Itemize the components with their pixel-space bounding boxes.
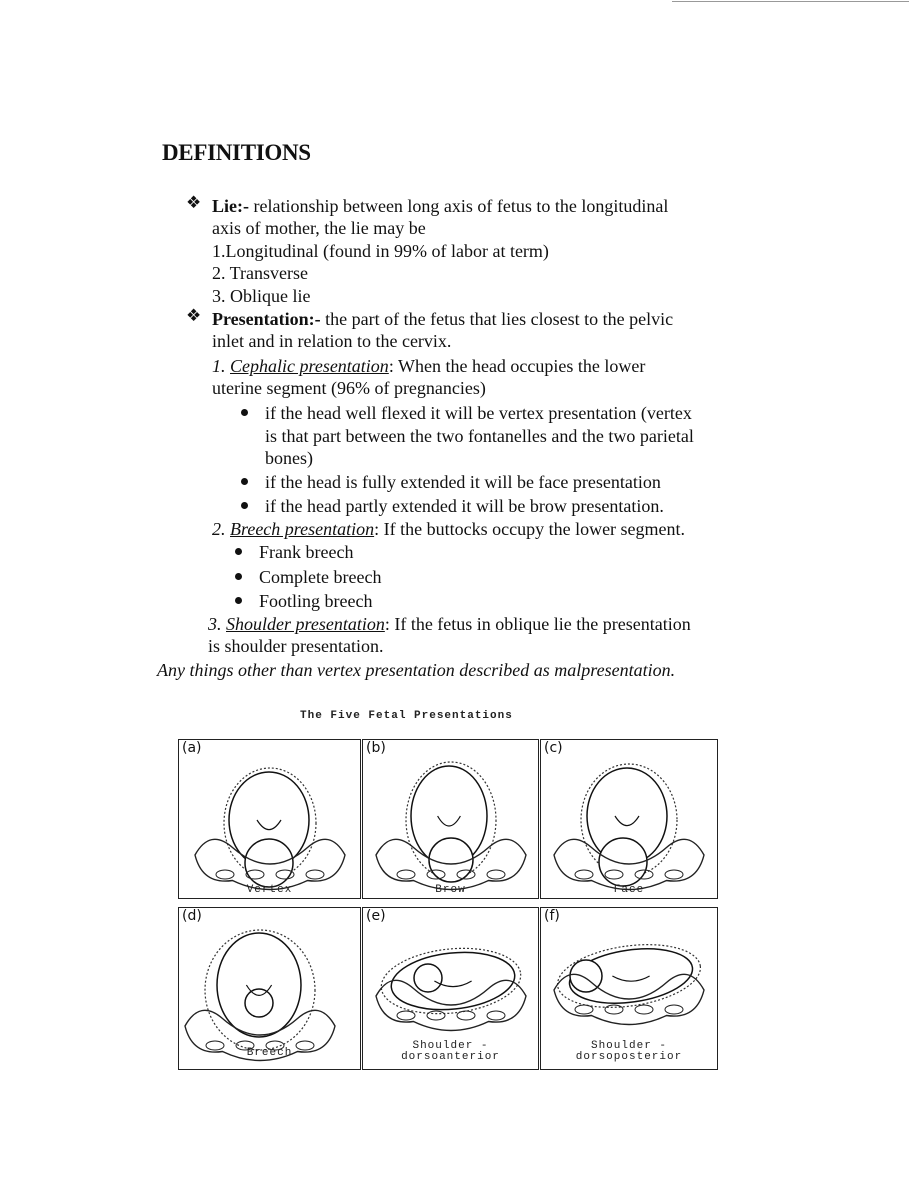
malpresentation-note: Any things other than vertex presentation described as malpresentation.	[157, 660, 676, 680]
breech-item: Complete breech	[259, 567, 382, 587]
panel-letter: (a)	[182, 740, 202, 756]
page-title: DEFINITIONS	[162, 140, 311, 165]
cephalic-label: Cephalic presentation	[230, 356, 389, 376]
shoulder-line-2: is shoulder presentation.	[208, 636, 384, 656]
shoulder-label: Shoulder presentation	[226, 614, 385, 634]
lie-item: 3. Oblique lie	[212, 286, 311, 306]
presentation-def-2: inlet and in relation to the cervix.	[212, 331, 452, 351]
breech-item: Frank breech	[259, 542, 354, 562]
presentation-panel	[540, 907, 718, 1070]
presentation-illustration	[179, 908, 360, 1069]
shoulder-line: 3. Shoulder presentation: If the fetus in oblique lie the presentation	[208, 614, 691, 634]
scan-edge-line	[672, 1, 909, 2]
breech-item: Footling breech	[259, 591, 373, 611]
presentation-panel	[178, 907, 361, 1070]
presentation-term: Presentation:-	[212, 309, 321, 329]
bullet-dot-icon	[241, 478, 248, 485]
cephalic-bullet: if the head well flexed it will be vertex presentation (vertex	[265, 403, 692, 423]
breech-label: Breech presentation	[230, 519, 375, 539]
lie-term: Lie:-	[212, 196, 249, 216]
presentation-definition-line	[212, 308, 673, 330]
breech-line: 2. Breech presentation: If the buttocks occupy the lower segment.	[212, 519, 686, 539]
presentation-panel	[178, 739, 361, 899]
panel-letter: (f)	[544, 908, 560, 924]
cephalic-line: 1. Cephalic presentation: When the head occupies the lower	[212, 356, 646, 376]
presentation-illustration	[179, 740, 360, 898]
lie-def-1: relationship between long axis of fetus to the longitudinal	[253, 196, 669, 216]
pelvis-drawing	[376, 980, 526, 1030]
bullet-dot-icon	[235, 548, 242, 555]
panel-letter: (d)	[182, 908, 202, 924]
panel-caption: Shoulder - dorsoanterior	[401, 1040, 500, 1063]
cephalic-bullet-cont: is that part between the two fontanelles and the two parietal	[265, 426, 694, 446]
presentation-panel	[362, 739, 539, 899]
lie-item: 1.Longitudinal (found in 99% of labor at term)	[212, 241, 549, 261]
panel-caption: Face	[613, 884, 645, 896]
cephalic-bullet-cont: bones)	[265, 448, 313, 468]
bullet-dot-icon	[241, 409, 248, 416]
diamond-bullet-icon: ❖	[186, 306, 202, 325]
panel-caption: Shoulder - dorsoposterior	[575, 1040, 683, 1063]
figure-title: The Five Fetal Presentations	[300, 710, 513, 722]
presentation-def-1: the part of the fetus that lies closest to the pelvic	[325, 309, 674, 329]
bullet-dot-icon	[241, 502, 248, 509]
panel-caption: Vertex	[246, 884, 293, 896]
presentation-illustration	[541, 740, 717, 898]
presentation-illustration	[363, 740, 538, 898]
lie-item: 2. Transverse	[212, 263, 309, 283]
panel-caption: Breech	[246, 1047, 293, 1059]
panel-letter: (b)	[366, 740, 386, 756]
panel-caption: Brow	[435, 884, 466, 896]
cephalic-bullet: if the head partly extended it will be brow presentation.	[265, 496, 664, 516]
presentation-panel	[362, 907, 539, 1070]
fetus-drawing	[587, 768, 667, 886]
fetus-drawing	[217, 933, 301, 1037]
diamond-bullet-icon: ❖	[186, 193, 202, 212]
panel-letter: (c)	[544, 740, 563, 756]
bullet-dot-icon	[235, 573, 242, 580]
bullet-dot-icon	[235, 597, 242, 604]
presentation-panel	[540, 739, 718, 899]
cephalic-bullet: if the head is fully extended it will be face presentation	[265, 472, 661, 492]
panel-letter: (e)	[366, 908, 386, 924]
fetus-drawing	[229, 772, 309, 887]
lie-definition-line	[212, 195, 668, 217]
cephalic-line-2: uterine segment (96% of pregnancies)	[212, 378, 486, 398]
lie-def-2: axis of mother, the lie may be	[212, 218, 426, 238]
